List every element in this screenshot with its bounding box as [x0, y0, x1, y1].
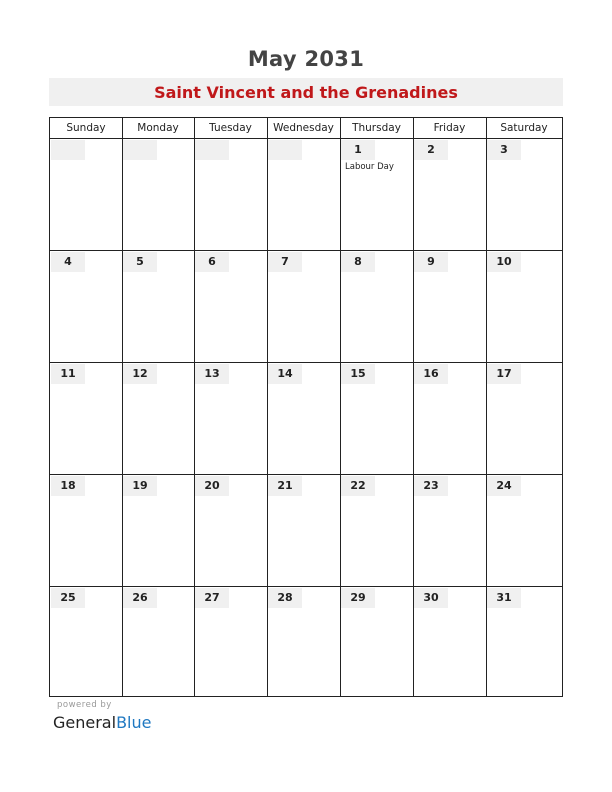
day-number: 11	[51, 364, 85, 384]
day-number: 16	[414, 364, 448, 384]
day-number: 25	[51, 588, 85, 608]
day-cell-10[interactable]	[486, 251, 562, 363]
country-name: Saint Vincent and the Grenadines	[154, 83, 458, 102]
day-number: 13	[195, 364, 229, 384]
day-number: 9	[414, 252, 448, 272]
day-cell-24[interactable]	[486, 475, 562, 587]
day-number	[195, 140, 229, 160]
day-number: 4	[51, 252, 85, 272]
day-cell-1[interactable]	[340, 139, 413, 251]
day-cell-30[interactable]	[413, 587, 486, 699]
country-banner	[49, 78, 563, 106]
day-number: 21	[268, 476, 302, 496]
day-cell-2[interactable]	[413, 139, 486, 251]
weekday-header-wednesday: Wednesday	[267, 118, 340, 139]
day-cell-23[interactable]	[413, 475, 486, 587]
day-cell-20[interactable]	[194, 475, 267, 587]
day-number: 22	[341, 476, 375, 496]
day-cell-empty[interactable]	[50, 139, 122, 251]
day-number: 7	[268, 252, 302, 272]
day-cell-empty[interactable]	[267, 139, 340, 251]
day-number: 23	[414, 476, 448, 496]
day-number: 14	[268, 364, 302, 384]
day-number: 17	[487, 364, 521, 384]
calendar-title: May 2031	[247, 47, 365, 71]
day-number: 29	[341, 588, 375, 608]
holiday-label: Labour Day	[345, 162, 394, 172]
day-cell-empty[interactable]	[194, 139, 267, 251]
day-cell-19[interactable]	[122, 475, 194, 587]
day-cell-13[interactable]	[194, 363, 267, 475]
day-number: 1	[341, 140, 375, 160]
day-cell-12[interactable]	[122, 363, 194, 475]
day-cell-25[interactable]	[50, 587, 122, 699]
day-cell-15[interactable]	[340, 363, 413, 475]
day-cell-11[interactable]	[50, 363, 122, 475]
day-cell-27[interactable]	[194, 587, 267, 699]
day-number: 20	[195, 476, 229, 496]
day-cell-9[interactable]	[413, 251, 486, 363]
calendar-grid	[49, 117, 563, 697]
day-cell-28[interactable]	[267, 587, 340, 699]
day-cell-26[interactable]	[122, 587, 194, 699]
day-cell-empty[interactable]	[122, 139, 194, 251]
day-number: 8	[341, 252, 375, 272]
day-cell-16[interactable]	[413, 363, 486, 475]
day-number: 3	[487, 140, 521, 160]
day-number: 10	[487, 252, 521, 272]
day-number: 26	[123, 588, 157, 608]
day-cell-14[interactable]	[267, 363, 340, 475]
day-cell-29[interactable]	[340, 587, 413, 699]
generalblue-logo[interactable]	[53, 713, 151, 732]
day-cell-21[interactable]	[267, 475, 340, 587]
day-cell-3[interactable]	[486, 139, 562, 251]
day-number: 6	[195, 252, 229, 272]
day-cell-17[interactable]	[486, 363, 562, 475]
day-cell-4[interactable]	[50, 251, 122, 363]
day-cell-7[interactable]	[267, 251, 340, 363]
day-number: 24	[487, 476, 521, 496]
day-cell-8[interactable]	[340, 251, 413, 363]
weekday-header-friday: Friday	[413, 118, 486, 139]
day-number	[123, 140, 157, 160]
day-cell-5[interactable]	[122, 251, 194, 363]
weekday-header-sunday: Sunday	[50, 118, 122, 139]
day-number: 30	[414, 588, 448, 608]
day-number: 27	[195, 588, 229, 608]
day-number: 12	[123, 364, 157, 384]
brand-blue: Blue	[116, 713, 152, 732]
day-cell-31[interactable]	[486, 587, 562, 699]
weekday-header-tuesday: Tuesday	[194, 118, 267, 139]
day-number: 2	[414, 140, 448, 160]
day-number: 19	[123, 476, 157, 496]
weekday-header-saturday: Saturday	[486, 118, 562, 139]
weekday-header-monday: Monday	[122, 118, 194, 139]
day-number: 5	[123, 252, 157, 272]
brand-general: General	[53, 713, 117, 732]
day-number	[51, 140, 85, 160]
day-number: 18	[51, 476, 85, 496]
day-number: 28	[268, 588, 302, 608]
day-cell-6[interactable]	[194, 251, 267, 363]
day-cell-18[interactable]	[50, 475, 122, 587]
day-cell-22[interactable]	[340, 475, 413, 587]
day-number: 31	[487, 588, 521, 608]
day-number	[268, 140, 302, 160]
weekday-header-thursday: Thursday	[340, 118, 413, 139]
powered-by-text: powered by	[57, 700, 112, 710]
day-number: 15	[341, 364, 375, 384]
